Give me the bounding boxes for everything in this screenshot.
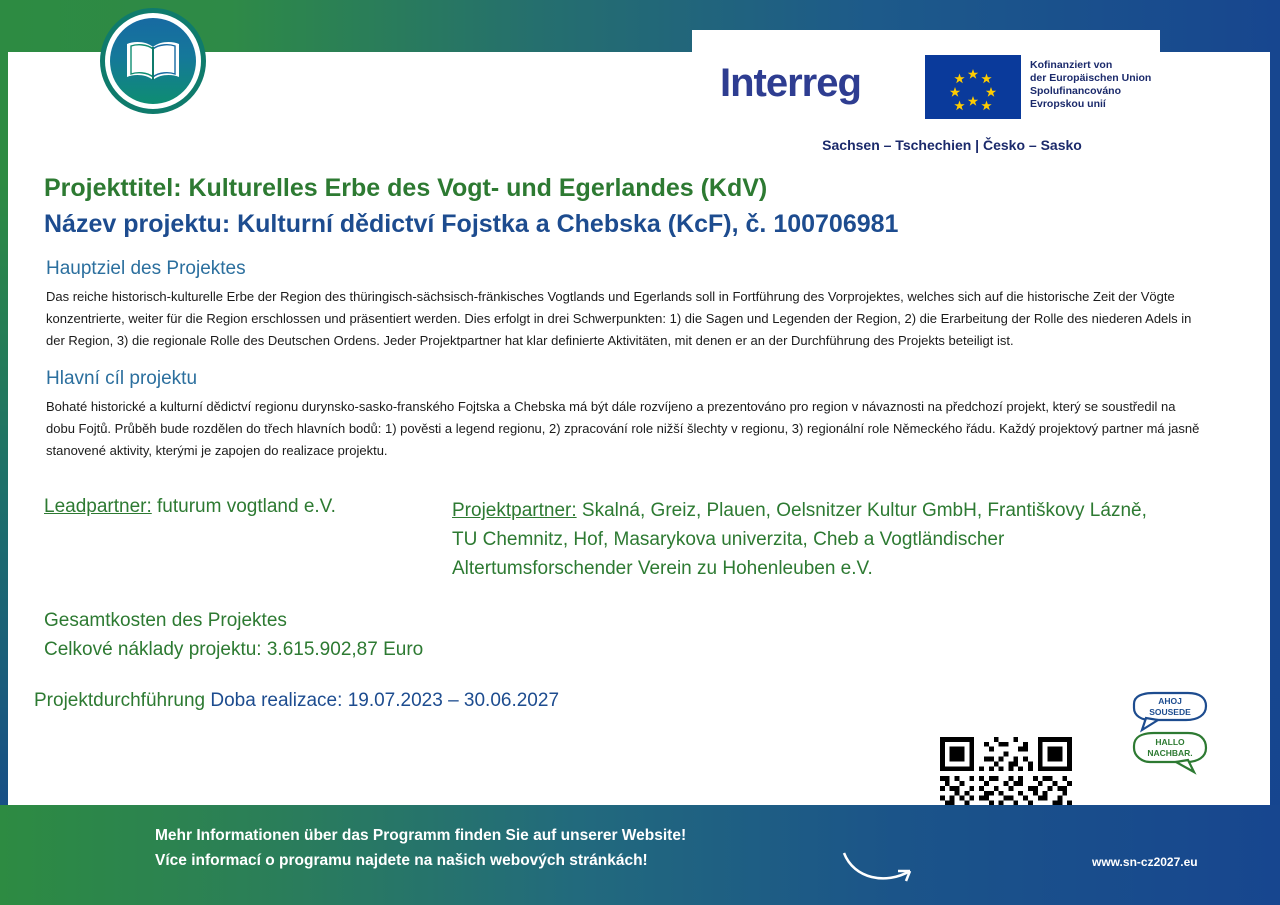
duration-label-de: Projektdurchführung (34, 690, 206, 711)
eu-funding-line-1: Kofinanziert von (1030, 59, 1113, 71)
goal-text-de: Das reiche historisch-kulturelle Erbe der Region des thüringisch-sächsisch-fränkisches Vogtlands und Egerlands soll in Fortführung des Vorprojektes, welches sich auf die historische Zeit der Vögte konzentrierte, weiter für die Region erschlossen und präsentiert werden. Dies erfolgt in drei Schwerpunkten: 1) die Sagen und Legenden der Region, 2) die Erarbeitung der Rolle des niederen Adels in der Region, 3) die regionale Rolle des Deutschen Ordens. Jeder Projektpartner hat klar definierte Aktivitäten, mit denen er an der Durchführung des Projekts beteiligt ist. (46, 289, 1192, 348)
interreg-logo (720, 55, 1172, 115)
costs-label-de: Gesamtkosten des Projektes (44, 610, 287, 631)
bubble-line-1: AHOJ (1158, 696, 1182, 706)
goal-heading-de: Hauptziel des Projektes (46, 258, 246, 279)
open-book-icon (122, 37, 184, 85)
document-body (0, 170, 1280, 712)
goal-heading-cz: Hlavní cíl projektu (46, 368, 198, 389)
book-logo-inner (110, 18, 196, 104)
eu-funding-text (1030, 59, 1190, 111)
duration-block (0, 690, 1280, 712)
project-partners-label: Projektpartner: (452, 500, 577, 521)
eu-funding-line-3: Spolufinancováno (1030, 85, 1122, 97)
lead-partner-value: futurum vogtland e.V. (151, 496, 336, 517)
lead-partner-label: Leadpartner: (44, 496, 152, 517)
eu-funding-line-2: der Europäischen Union (1030, 72, 1152, 84)
duration-value: 19.07.2023 – 30.06.2027 (342, 690, 560, 711)
costs-value: 3.615.902,87 Euro (261, 639, 424, 660)
project-title-de: Projekttitel: Kulturelles Erbe des Vogt- und Egerlandes (KdV) (44, 174, 768, 202)
goal-text-cz: Bohaté historické a kulturní dědictví regionu durynsko-sasko-franského Fojtska a Chebska má být dále rozvíjeno a prezentováno pro region v návaznosti na předchozí projekt, který se soustředil na dobu Fojtů. Průběh bude rozdělen do třech hlavních bodů: 1) pověsti a legend regionu, 2) zpracování role nižší šlechty v regionu, 3) regionální role Německého řádu. Každý projektový partner má jasně stanovené aktivity, kterými je zapojen do realizace projektu. (46, 399, 1200, 458)
project-partners-value: Skalná, Greiz, Plauen, Oelsnitzer Kultur GmbH, Františkovy Lázně, TU Chemnitz, Hof, Masarykova univerzita, Cheb a Vogtländischer Altertumsforschender Verein zu Hohenleuben e.V. (452, 500, 1147, 579)
eu-flag-icon (925, 55, 1021, 119)
programme-subtitle: Sachsen – Tschechien | Česko – Sasko (822, 137, 1082, 153)
project-title-cz: Název projektu: Kulturní dědictví Fojstka a Chebska (KcF), č. 100706981 (44, 210, 899, 238)
bubble-line-4: NACHBAR. (1147, 748, 1193, 758)
footer-text (155, 823, 686, 873)
top-bar-white-cutout (692, 30, 1160, 52)
costs-label-cz: Celkové náklady projektu: (44, 639, 262, 660)
eu-funding-line-4: Evropskou unií (1030, 98, 1106, 110)
costs-line-cz (44, 635, 1280, 664)
interreg-wordmark: Interreg (720, 61, 861, 105)
bubble-line-3: HALLO (1155, 737, 1185, 747)
project-partners (452, 496, 1152, 583)
book-logo (100, 8, 206, 114)
footer-line-de: Mehr Informationen über das Programm finden Sie auf unserer Website! (155, 827, 687, 844)
bubble-line-2: SOUSEDE (1149, 707, 1191, 717)
footer-url[interactable]: www.sn-cz2027.eu (1092, 855, 1198, 869)
footer-bar (0, 805, 1280, 905)
arrow-icon (840, 847, 920, 891)
footer-line-cz: Více informací o programu najdete na našich webových stránkách! (155, 852, 648, 869)
partners-block (0, 496, 1280, 592)
duration-label-cz: Doba realizace: (210, 690, 343, 711)
speech-bubble-icon (1128, 690, 1212, 782)
costs-block (0, 606, 1280, 664)
lead-partner (44, 496, 336, 518)
hallo-nachbar-logo (1128, 690, 1212, 782)
